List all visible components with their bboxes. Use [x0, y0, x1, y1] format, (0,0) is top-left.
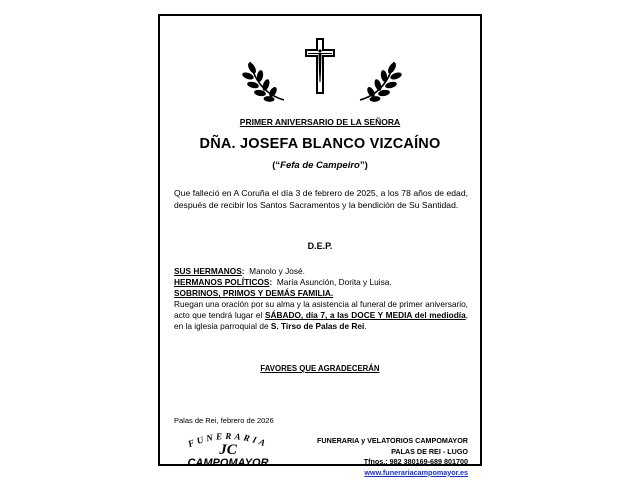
request-datetime: SÁBADO, día 7, a las DOCE Y MEDIA del mediodía [264, 310, 466, 320]
deceased-name: DÑA. JOSEFA BLANCO VIZCAÍNO [199, 136, 441, 152]
laurel-right-icon [356, 56, 404, 106]
siblings-names: Manolo y José. [249, 266, 305, 276]
logo-monogram: JC [219, 442, 237, 458]
others-line [174, 288, 468, 299]
family-section [174, 266, 468, 332]
nickname-close: ”) [359, 160, 368, 171]
dep-text: D.E.P. [307, 241, 333, 251]
funeral-home-website[interactable]: www.funerariacampomayor.es [364, 467, 468, 477]
nickname-open: (“ [272, 160, 281, 171]
funeral-home-logo [168, 428, 288, 468]
inlaws-names: María Asunción, Dorita y Luisa. [276, 277, 392, 287]
nickname-line [160, 160, 480, 171]
request-part2: , en la iglesia parroquial de [174, 310, 468, 331]
siblings-colon: : [241, 266, 245, 276]
inlaws-line [174, 277, 468, 288]
funeral-home-phones: Tfnos.: 982 380169-689 801700 [363, 457, 468, 466]
death-announcement: Que falleció en A Coruña el día 3 de febrero de 2025, a los 78 años de edad, después de recibir los Santos Sacramentos y la bendición de Su Santidad. [174, 188, 468, 210]
funeral-home-name: FUNERARIA y VELATORIOS CAMPOMAYOR [317, 436, 468, 445]
favores-text: FAVORES QUE AGRADECERÁN [260, 364, 380, 373]
church-name: S. Tirso de Palas de Rei [270, 321, 365, 331]
inlaws-label: HERMANOS POLÍTICOS [174, 277, 270, 287]
laurel-left-icon [240, 56, 288, 106]
logo-brand: CAMPOMAYOR [187, 457, 269, 468]
anniversary-heading: PRIMER ANIVERSARIO DE LA SEÑORA [239, 117, 401, 127]
request-part1: Ruegan una oración por su alma y la asistencia al funeral de primer aniversario, acto que tendrá lugar el [174, 299, 468, 320]
obituary-card [158, 14, 482, 477]
emblem-group [160, 38, 480, 110]
funeral-home-info [298, 436, 468, 478]
funeral-request [174, 299, 468, 332]
crucifix-icon [305, 38, 335, 94]
notice-date: Palas de Rei, febrero de 2026 [174, 416, 274, 425]
siblings-line [174, 266, 468, 277]
nickname: Fefa de Campeiro [280, 160, 360, 171]
logo-arc-text: FUNERARIA [186, 430, 270, 450]
request-end: . [364, 321, 367, 331]
funeral-home-location: PALAS DE REI - LUGO [391, 446, 468, 456]
siblings-label: SUS HERMANOS [174, 266, 242, 276]
others-label: SOBRINOS, PRIMOS Y DEMÁS FAMILIA. [174, 288, 334, 298]
inlaws-colon: : [269, 277, 273, 287]
